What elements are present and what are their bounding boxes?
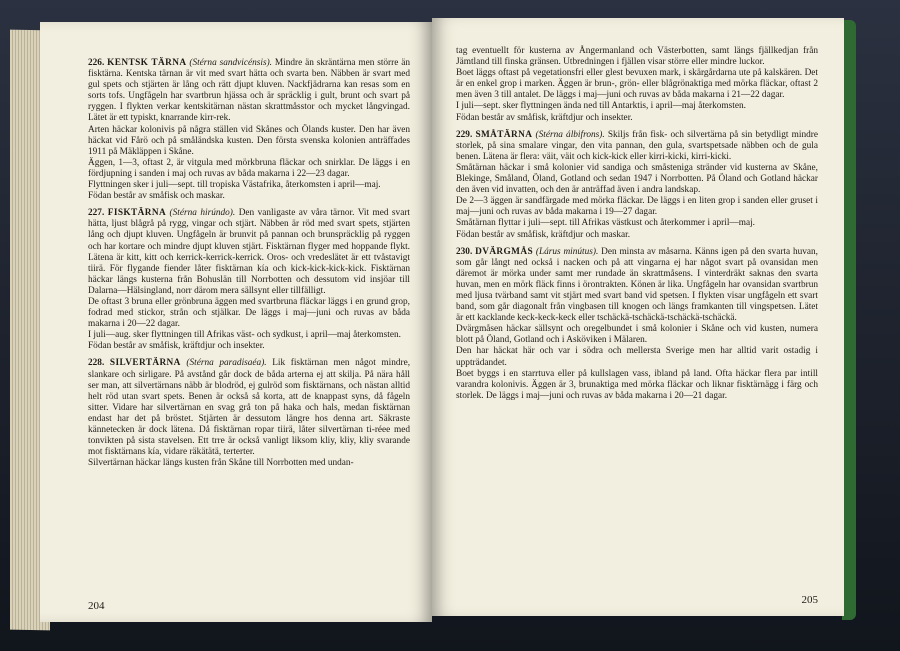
entry-227: [88, 208, 410, 352]
paragraph: Den vanligaste av våra tärnor. Vit med svart hätta, ljust blågrå på rygg, vingar och stjärt. Näbben är röd med svart spets, stjärten lång och djupt kluven. Ungfågeln är brunvit på pannan och brunspräcklig på ryggen och har kortare och mindre djupt kluven stjärt. Fisktärnan flyger med hoppande flykt. Lätena är kitt, kitt och kerrick-kerrick-kerrick. Oros- och vredeslätet är ett tvåstavigt tiirä. För flygande fiender låter fisktärnan kía och kick-kick-kick-kick. Fisktärnan häckar längs kusterna från Bohuslän till Norrbotten och dessutom vid insjöar till Dalarna—Hälsingland, norr därom mera sällsynt eller tillfälligt.: [88, 208, 411, 296]
paragraph: Småtärnan flyttar i juli—sept. till Afrikas västkust och återkommer i april—maj.: [456, 218, 755, 229]
species-name: DVÄRGMÅS: [475, 246, 534, 257]
paragraph: Födan består av småfisk, kräftdjur och maskar.: [456, 229, 631, 240]
entry-229: [456, 130, 818, 241]
entry-number: 230.: [456, 246, 473, 257]
paragraph: Arten häckar kolonivis på några ställen vid Skånes och Ölands kuster. Den har även häckat vid Fårö och på småländska kusten. Den första svenska kolonien anträffades 1911 på Mäkläppen i Skåne.: [88, 124, 410, 157]
page-number: 204: [88, 600, 105, 612]
latin-name: (Lárus minútus).: [535, 246, 599, 257]
species-name: SMÅTÄRNA: [475, 129, 533, 140]
entry-228: [88, 358, 410, 469]
page-number: 205: [801, 594, 818, 606]
paragraph: Skiljs från fisk- och silvertärna på sin betydligt mindre storlek, på sina smalare vingar, den vita pannan, den gula, svartspetsade näbben och de gula benen. Lätena är flera: väit, väit och kick-kick eller kirri-kicki, kirri-kicki.: [456, 129, 818, 162]
entry-230: [456, 247, 818, 402]
latin-name: (Stérna hirúndo).: [169, 208, 236, 219]
left-page: [40, 22, 432, 622]
paragraph: Flyttningen sker i juli—sept. till tropiska Västafrika, återkomsten i april—maj.: [88, 180, 381, 191]
right-page-text: [432, 18, 844, 616]
paragraph: De 2—3 äggen är sandfärgade med mörka fläckar. De läggs i en liten grop i sanden eller gruset i maj—juni och ruvas av båda makarna i 19—27 dagar.: [456, 196, 818, 218]
paragraph: Äggen, 1—3, oftast 2, är vitgula med mörkbruna fläckar och snirklar. De läggs i en fördjupning i sanden i maj och ruvas av båda makarna i 22—23 dagar.: [88, 157, 410, 179]
paragraph: I juli—sept. sker flyttningen ända ned till Antarktis, i april—maj återkomsten.: [456, 101, 746, 112]
paragraph: Den minsta av måsarna. Känns igen på den svarta huvan, som går långt ned också i nacken och på att vingarna ej har något svart på ovansidan men däremot är mörka under samt mer rundade än skrattmåsens. I vinterdräkt saknas den svarta huvan, men en mörk fläck finns i örontrakten. Könen är lika. Ungfågeln har ovansidan svartbrun med ljusa tvärband samt vit stjärt med svart band vid spetsen. I flykten visar ungfågeln ett svart band, som går diagonalt från vingbasen till knogen och längs framkanten till vingspetsen. Lätet är ett kacklande keck-keck-keck eller tschäckä-tschäckä-tschäckä-tschäckä.: [456, 246, 818, 324]
paragraph: tag eventuellt för kusterna av Ångermanland och Västerbotten, samt längs fjällkedjan från Jämtland till finska gränsen. Utbredningen i fjällen visar större eller mindre luckor.: [456, 46, 818, 68]
paragraph: Lik fisktärnan men något mindre, slankare och sirligare. På avstånd går dock de båda arterna ej att skilja. På nära håll ser man, att silvertärnans näbb är blodröd, ej gulröd som fisktärnans, och nästan alltid helt röd utan svart spets. Benen är också så korta, att de knappast syns, då fågeln sitter. Vidare har silvertärnan en svag grå ton på haka och hals, medan fisktärnan endast har det på bröstet. Stjärten är dessutom längre hos denna art. Säkraste kännetecken är dock lätena. Då fisktärnan ropar tiirä, låter silvertärnan ti-réee med tonvikten på sista stavelsen. Ett trre är också vanligt liksom kliy, kliy, kliy svarande mot fisktärnans kía, vidare räkätätä, terterter.: [88, 358, 411, 458]
paragraph: Småtärnan häckar i små kolonier vid sandiga och småsteniga stränder vid kusterna av Skåne, Blekinge, Småland, Öland, Gotland och sedan 1947 i Norrbotten. På Öland och Gotland häckar den även vid invatten, och den är anträffad även i andra landskap.: [456, 162, 818, 196]
paragraph: Mindre än skräntärna men större än fisktärna. Kentska tärnan är vit med svart hätta och svarta ben. Näbben är svart med gul spets och stjärten är lång och rätt djupt kluven. Nackfjädrarna kan resas som en sorts tofs. Ungfågeln har svartbrun hjässa och är spräcklig i gult, brunt och svart på ryggen. I flykten verkar kentskitärnan nästan skrattmåsstor och mycket långvingad. Lätet är ett typiskt, knarrande kirr-rek.: [88, 58, 411, 124]
entry-228-continued: [456, 46, 818, 124]
entry-number: 229.: [456, 129, 473, 140]
book-cover-edge: [842, 20, 856, 620]
species-name: SILVERTÄRNA: [109, 358, 181, 369]
latin-name: (Stérna paradisaéa).: [186, 358, 267, 369]
paragraph: Silvertärnan häckar längs kusten från Skåne till Norrbotten med undan-: [88, 458, 354, 469]
paragraph: Boet byggs i en starrtuva eller på kullslagen vass, ibland på land. Ofta häckar flera par intill varandra kolonivis. Äggen är 3, brunaktiga med mörka fläckar och liknar fisktärnägg i färg och storlek. De läggs i maj—juni och ruvas av båda makarna i 20—21 dagar.: [456, 368, 818, 401]
species-name: KENTSK TÄRNA: [107, 58, 187, 68]
entry-number: 227.: [88, 208, 105, 219]
latin-name: (Stérna sandvicénsis).: [189, 58, 272, 68]
entry-226: [88, 58, 410, 202]
paragraph: Födan består av småfisk och maskar.: [88, 191, 225, 202]
paragraph: Den har häckat här och var i södra och mellersta Sverige men har alltid varit ostadig i uppträdandet.: [456, 346, 818, 368]
paragraph: Födan består av småfisk, kräftdjur och insekter.: [88, 341, 265, 352]
entry-number: 226.: [88, 58, 105, 68]
latin-name: (Stérna álbifrons).: [535, 129, 605, 140]
left-page-text: [40, 22, 432, 622]
paragraph: Födan består av småfisk, kräftdjur och insekter.: [456, 112, 633, 123]
paragraph: I juli—aug. sker flyttningen till Afrikas väst- och sydkust, i april—maj återkomsten.: [88, 330, 401, 341]
entry-number: 228.: [88, 358, 105, 369]
paragraph: Boet läggs oftast på vegetationsfri eller glest bevuxen mark, i skärgårdarna ute på kalskären. Det är en enkel grop i marken. Äggen är brun-, grön- eller blågrönaktiga med mörka fläckar, oftast 2 men även 3 till antalet. De läggs i maj—juni och ruvas av båda makarna i 21—22 dagar.: [456, 68, 818, 101]
paragraph: De oftast 3 bruna eller grönbruna äggen med svartbruna fläckar läggs i en grund grop, fodrad med stickor, strån och stjälkar. De läggs i maj—juni och ruvas av båda makarna i 20—22 dagar.: [88, 296, 410, 330]
paragraph: Dvärgmåsen häckar sällsynt och oregelbundet i små kolonier i Skåne och vid kusten, numera blott på Öland, Gotland och i Asköviken i Mälaren.: [456, 324, 818, 346]
species-name: FISKTÄRNA: [107, 208, 167, 219]
right-page: [432, 18, 844, 616]
